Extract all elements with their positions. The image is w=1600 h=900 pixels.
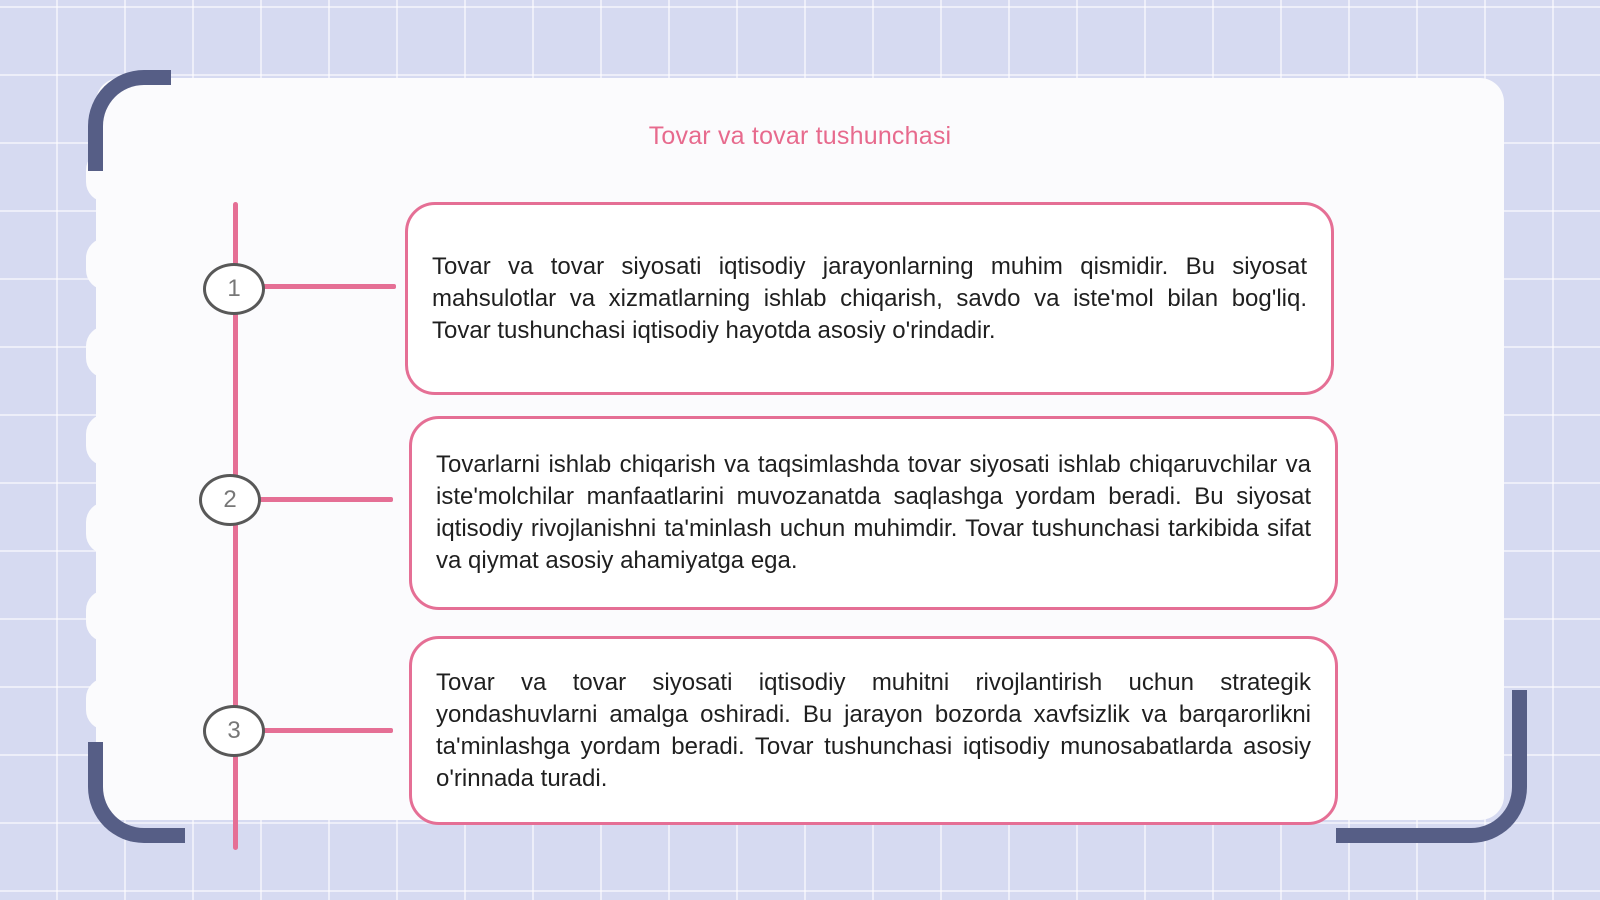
frame-corner-bottom-right xyxy=(1336,690,1527,843)
notebook-tab xyxy=(86,502,126,554)
step-card-3 xyxy=(409,636,1338,825)
slide-title: Tovar va tovar tushunchasi xyxy=(648,122,952,150)
timeline-connector xyxy=(262,284,396,289)
notebook-tab xyxy=(86,326,126,378)
frame-corner-bottom-left xyxy=(88,742,185,843)
step-card-2 xyxy=(409,416,1338,610)
timeline-connector xyxy=(259,497,393,502)
timeline-connector xyxy=(262,728,393,733)
notebook-tab xyxy=(86,678,126,730)
step-number: 1 xyxy=(227,275,241,302)
step-marker-2 xyxy=(199,474,261,526)
step-text: Tovarlarni ishlab chiqarish va taqsimlashda tovar siyosati ishlab chiqaruvchilar va iste'molchilar manfaatlarini muvozanatda saqlashga yordam beradi. Bu siyosat iqtisodiy rivojlanishni ta'minlash uchun muhimdir. Tovar tushunchasi tarkibida sifat va qiymat asosiy ahamiyatga ega. xyxy=(436,451,1311,574)
step-number: 2 xyxy=(223,486,237,513)
notebook-tab xyxy=(86,238,126,290)
step-card-1 xyxy=(405,202,1334,395)
notebook-tab xyxy=(86,414,126,466)
notebook-tab xyxy=(86,590,126,642)
step-text: Tovar va tovar siyosati iqtisodiy jarayonlarning muhim qismidir. Bu siyosat mahsulotlar va xizmatlarning ishlab chiqarish, savdo va iste'mol bilan bog'liq. Tovar tushunchasi iqtisodiy hayotda asosiy o'rindadir. xyxy=(432,252,1307,344)
step-number: 3 xyxy=(227,717,241,744)
step-text: Tovar va tovar siyosati iqtisodiy muhitni rivojlantirish uchun strategik yondashuvlarni amalga oshiradi. Bu jarayon bozorda xavfsizlik va barqarorlikni ta'minlashga yordam beradi. Tovar tushunchasi iqtisodiy munosabatlarda asosiy o'rinnada turadi. xyxy=(436,668,1311,792)
step-marker-3 xyxy=(203,705,265,757)
frame-corner-top-left xyxy=(88,70,171,171)
step-marker-1 xyxy=(203,263,265,315)
